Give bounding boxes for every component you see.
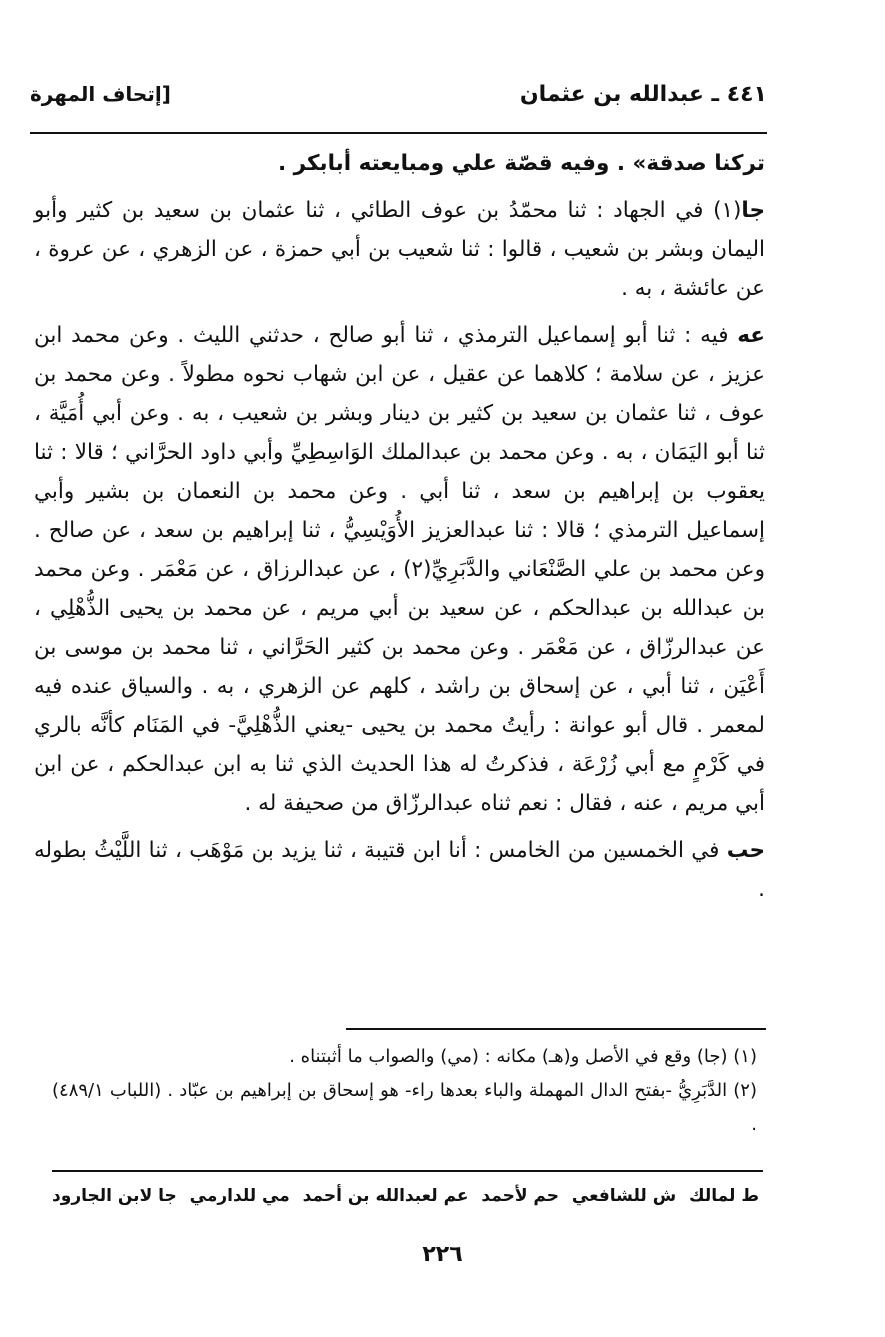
entry-heading: ٤٤١ ـ عبدالله بن عثمان [519,82,767,107]
paragraph-hb-text: في الخمسين من الخامس : أنا ابن قتيبة ، ثنا يزيد بن مَوْهَب ، ثنا اللَّيْثُ بطوله . [34,838,765,902]
paragraph-ea-text-2: ، عن عبدالرزاق ، عن مَعْمَر . وعن محمد بن عبدالله بن عبدالحكم ، عن سعيد بن أبي مريم ، عن محمد بن يحيى الذُّهْلِي ، عن عبدالرزّاق ، عن مَعْمَر . وعن محمد بن كثير الحَرَّاني ، ثنا محمد بن موسى بن أَعْيَن ، ثنا أبي ، عن إسحاق بن راشد ، كلهم عن الزهري ، به . والسياق عنده فيه لمعمر . قال أبو عوانة : رأيتُ محمد بن يحيى -يعني الذُّهْلِيَّ- في المَنَام كأنَّه بالري في كَرْمٍ مع أبي زُرْعَة ، فذكرتُ له هذا الحديث الذي ثنا به ابن عبدالحكم ، عن ابن أبي مريم ، عنه ، فقال : نعم ثناه عبدالرزّاق من صحيفة له . [34,557,765,816]
siglum-ea: عه [737,323,765,348]
paragraph-ja-text: في الجهاد : ثنا محمّدُ بن عوف الطائي ، ثنا عثمان بن سعيد بن كثير وأبو اليمان وبشر بن شعيب ، قالوا : ثنا شعيب بن أبي حمزة ، عن الزهري ، عن عروة ، عن عائشة ، به . [34,198,765,301]
footnote-ref-2: (٢) [403,557,432,582]
running-head [30,82,767,118]
page-number: ٢٢٦ [422,1242,463,1267]
siglum-hb: حب [726,838,765,863]
footnote-1: (١) (جا) وقع في الأصل و(هـ) مكانه : (مي) والصواب ما أثبتناه . [289,1046,757,1067]
footnote-ref-1: (١) [713,198,742,223]
siglum-ja: جا [741,198,765,223]
book-title: [إتحاف المهرة [30,82,171,106]
sigla-key [52,1186,759,1206]
key-item: جا لابن الجارود [52,1186,177,1206]
footnote-2: (٢) الدَّبَرِيُّ -بفتح الدال المهملة والباء بعدها راء- هو إسحاق بن إبراهيم بن عبّاد . (اللباب ٤٨٩/١) . [52,1080,757,1135]
paragraph-ea-text-1: فيه : ثنا أبو إسماعيل الترمذي ، ثنا أبو صالح ، حدثني الليث . وعن محمد ابن عزيز ، عن سلامة ؛ كلاهما عن عقيل ، عن ابن شهاب نحوه مطولاً . وعن محمد بن عوف ، ثنا عثمان بن سعيد بن كثير بن دينار وبشر بن شعيب ، به . وعن أبي أُمَيَّة ، ثنا أبو اليَمَان ، به . وعن محمد بن عبدالملك الوَاسِطِيِّ وأبي داود الحرَّاني ؛ قالا : ثنا يعقوب بن إبراهيم بن سعد ، ثنا أبي . وعن محمد بن النعمان بن بشير وأبي إسماعيل الترمذي ؛ قالا : ثنا عبدالعزيز الأُوَيْسِيُّ ، ثنا إبراهيم بن سعد ، عن صالح . وعن محمد بن علي الصَّنْعَاني والدَّبَرِيِّ [34,323,765,582]
paragraph-ja [34,191,765,308]
key-rule [52,1170,763,1172]
header-rule [30,132,767,134]
key-item: ش للشافعي [571,1186,677,1206]
key-item: ط لمالك [689,1186,759,1206]
footnote-rule [346,1028,766,1030]
key-item: عم لعبدالله بن أحمد [302,1186,469,1206]
paragraph-ea [34,316,765,823]
key-item: مي للدارمي [189,1186,290,1206]
lead-paragraph: تركنا صدقة» . وفيه قصّة علي ومبايعته أبابكر . [277,151,765,176]
key-item: حم لأحمد [481,1186,560,1206]
paragraph-hb [34,831,765,909]
main-text [34,144,765,917]
footnotes [52,1040,757,1142]
